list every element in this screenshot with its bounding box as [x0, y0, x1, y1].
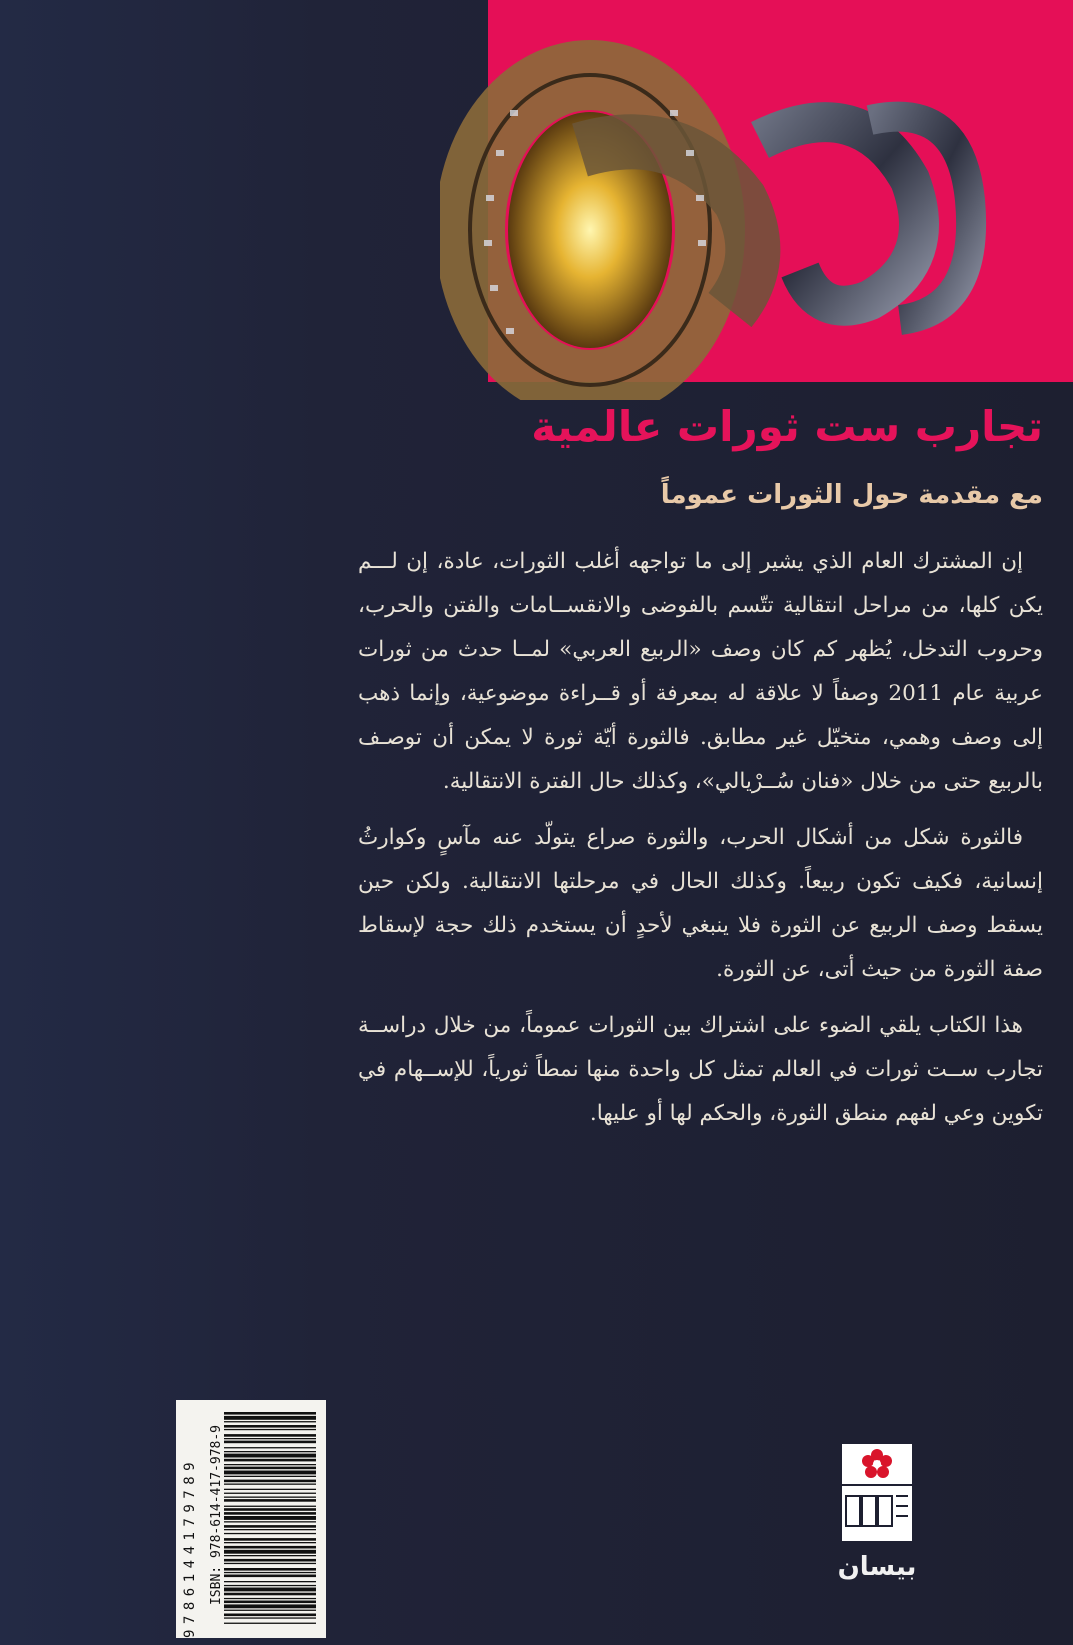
barcode-bar: [224, 1555, 316, 1556]
barcode-bar: [224, 1550, 316, 1554]
blurb-paragraph: إن المشترك العام الذي يشير إلى ما تواجهه أغلب الثورات، عادة، إن لـــم يكن كلها، من مراحل انتقالية تتّسم بالفوضى والانقســامات والفتن والحرب، وحروب التدخل، يُظهر كم كان وصف «الربيع العربي» لمــا حدث من ثورات عربية عام 2011 وصفاً لا علاقة له بمعرفة أو قــراءة موضوعية، وإنما ذهب إلى وصف وهمي، متخيّل غير مطابق. فالثورة أيّة ثورة لا يمكن أن توصـف بالربيع حتى من خلال «فنان سُــرْيالي»، وكذلك حال الفترة الانتقالية.: [358, 549, 1043, 794]
barcode-bar: [224, 1454, 316, 1458]
barcode-bar: [224, 1489, 316, 1490]
barcode-bar: [224, 1559, 316, 1562]
blurb-paragraph: فالثورة شكل من أشكال الحرب، والثورة صراع يتولّد عنه مآسٍ وكوارثُ إنسانية، فكيف تكون ربيعاً. وكذلك الحال في مرحلتها الانتقالية. ولكن حين يسقط وصف الربيع عن الثورة فلا ينبغي لأحدٍ أن يستخدم ذلك حجة لإسقاط صفة الثورة من حيث أتى، عن الثورة.: [358, 825, 1043, 982]
barcode: [176, 1400, 326, 1638]
barcode-bar: [224, 1497, 316, 1498]
book-title: تجارب ست ثورات عالمية: [531, 402, 1043, 451]
barcode-bar: [224, 1585, 316, 1586]
barcode-bar: [224, 1572, 316, 1573]
flower-icon: [822, 1444, 932, 1549]
blurb: [358, 540, 1043, 1148]
barcode-bar: [224, 1438, 316, 1439]
blurb-paragraph: هذا الكتاب يلقي الضوء على اشتراك بين الثورات عموماً، من خلال دراســة تجارب ســت ثورات في العالم تمثل كل واحدة منها نمطاً ثورياً، للإســهام في تكوين وعي لفهم منطق الثورة، والحكم لها أو عليها.: [358, 1013, 1043, 1126]
barcode-bar: [224, 1459, 316, 1462]
barcode-bar: [224, 1617, 316, 1618]
barcode-bar: [224, 1516, 316, 1520]
publisher-logo: [822, 1444, 932, 1594]
barcode-bar: [224, 1508, 316, 1511]
barcode-bar: [224, 1610, 316, 1611]
barcode-bar: [224, 1563, 316, 1564]
barcode-bar: [224, 1601, 316, 1604]
barcode-bar: [224, 1542, 316, 1543]
barcode-bar: [224, 1467, 316, 1470]
barcode-bar: [224, 1593, 316, 1596]
barcode-bar: [224, 1476, 316, 1477]
barcode-bar: [224, 1568, 316, 1571]
barcode-bar: [224, 1499, 316, 1502]
barcode-bar: [224, 1416, 316, 1420]
barcode-bar: [224, 1512, 316, 1515]
barcode-bar: [224, 1588, 316, 1592]
barcode-bar: [224, 1412, 316, 1415]
barcode-bar: [224, 1421, 316, 1422]
barcode-bar: [224, 1484, 316, 1485]
barcode-bar: [224, 1471, 316, 1475]
barcode-bar: [224, 1604, 316, 1608]
barcode-bar: [224, 1538, 316, 1541]
barcode-bar: [224, 1525, 316, 1528]
barcode-bar: [224, 1429, 316, 1430]
barcode-bar: [224, 1464, 316, 1465]
barcode-bar: [224, 1434, 316, 1437]
barcode-bar: [224, 1598, 316, 1599]
barcode-bar: [224, 1447, 316, 1448]
barcode-bar: [224, 1623, 316, 1624]
barcode-bar: [224, 1441, 316, 1444]
barcode-bar: [224, 1480, 316, 1483]
publisher-name: بيسان: [837, 1552, 917, 1582]
book-subtitle: مع مقدمة حول الثورات عموماً: [660, 480, 1043, 510]
barcode-digits: 9786144179789: [182, 1456, 198, 1638]
barcode-bar: [224, 1451, 316, 1452]
barcode-bar: [224, 1575, 316, 1578]
barcode-bar: [224, 1546, 316, 1549]
barcode-bar: [224, 1521, 316, 1522]
barcode-bar: [224, 1614, 316, 1617]
barcode-bar: [224, 1533, 316, 1534]
barcode-bar: [224, 1581, 316, 1582]
isbn-label: ISBN: 978-614-417-978-9: [209, 1425, 224, 1606]
barcode-bar: [224, 1506, 316, 1507]
barcode-bar: [224, 1529, 316, 1530]
film-reel-illustration: [440, 30, 1000, 400]
barcode-bar: [224, 1493, 316, 1494]
barcode-bar: [224, 1425, 316, 1428]
